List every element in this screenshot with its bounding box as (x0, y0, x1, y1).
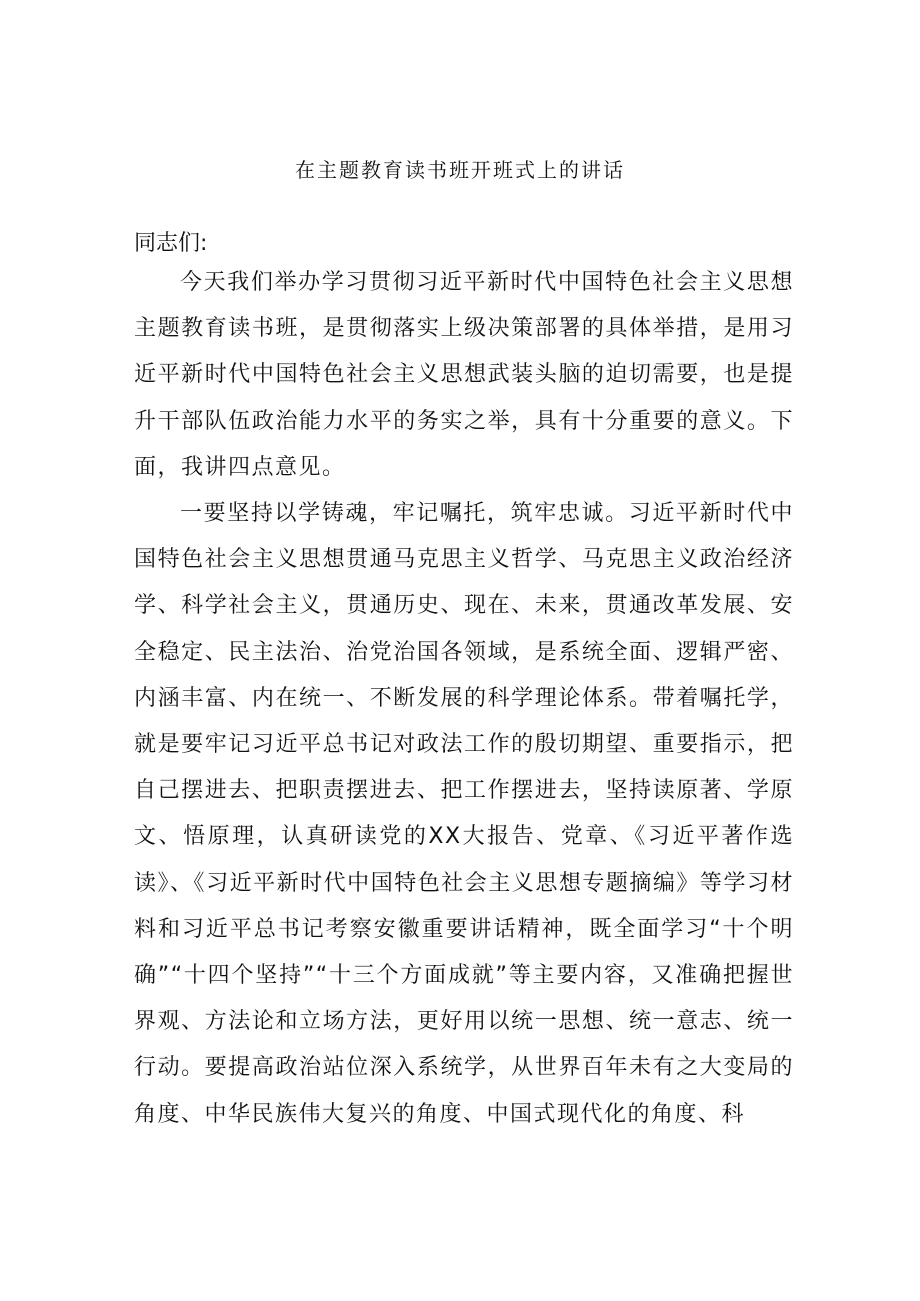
document-title: 在主题教育读书班开班式上的讲话 (295, 158, 625, 182)
salutation: 同志们: (134, 231, 208, 256)
paragraph-intro: 今天我们举办学习贯彻习近平新时代中国特色社会主义思想主题教育读书班，是贯彻落实上级决策部署的具体举措，是用习近平新时代中国特色社会主义思想武装头脑的迫切需要，也是提升干部队伍政治能力水平的务实之举，具有十分重要的意义。下面，我讲四点意见。 (134, 270, 794, 480)
paragraph-point-one: 一要坚持以学铸魂，牢记嘱托，筑牢忠诚。习近平新时代中国特色社会主义思想贯通马克思主义哲学、马克思主义政治经济学、科学社会主义，贯通历史、现在、未来，贯通改革发展、安全稳定、民主法治、治党治国各领域，是系统全面、逻辑严密、内涵丰富、内在统一、不断发展的科学理论体系。带着嘱托学，就是要牢记习近平总书记对政法工作的殷切期望、重要指示，把自己摆进去、把职责摆进去、把工作摆进去，坚持读原著、学原文、悟原理，认真研读党的XX大报告、党章、《习近平著作选读》、《习近平新时代中国特色社会主义思想专题摘编》等学习材料和习近平总书记考察安徽重要讲话精神，既全面学习“十个明确”“十四个坚持”“十三个方面成就”等主要内容，又准确把握世界观、方法论和立场方法，更好用以统一思想、统一意志、统一行动。要提高政治站位深入系统学，从世界百年未有之大变局的角度、中华民族伟大复兴的角度、中国式现代化的角度、科 (134, 501, 794, 1127)
document-body (134, 260, 794, 1138)
